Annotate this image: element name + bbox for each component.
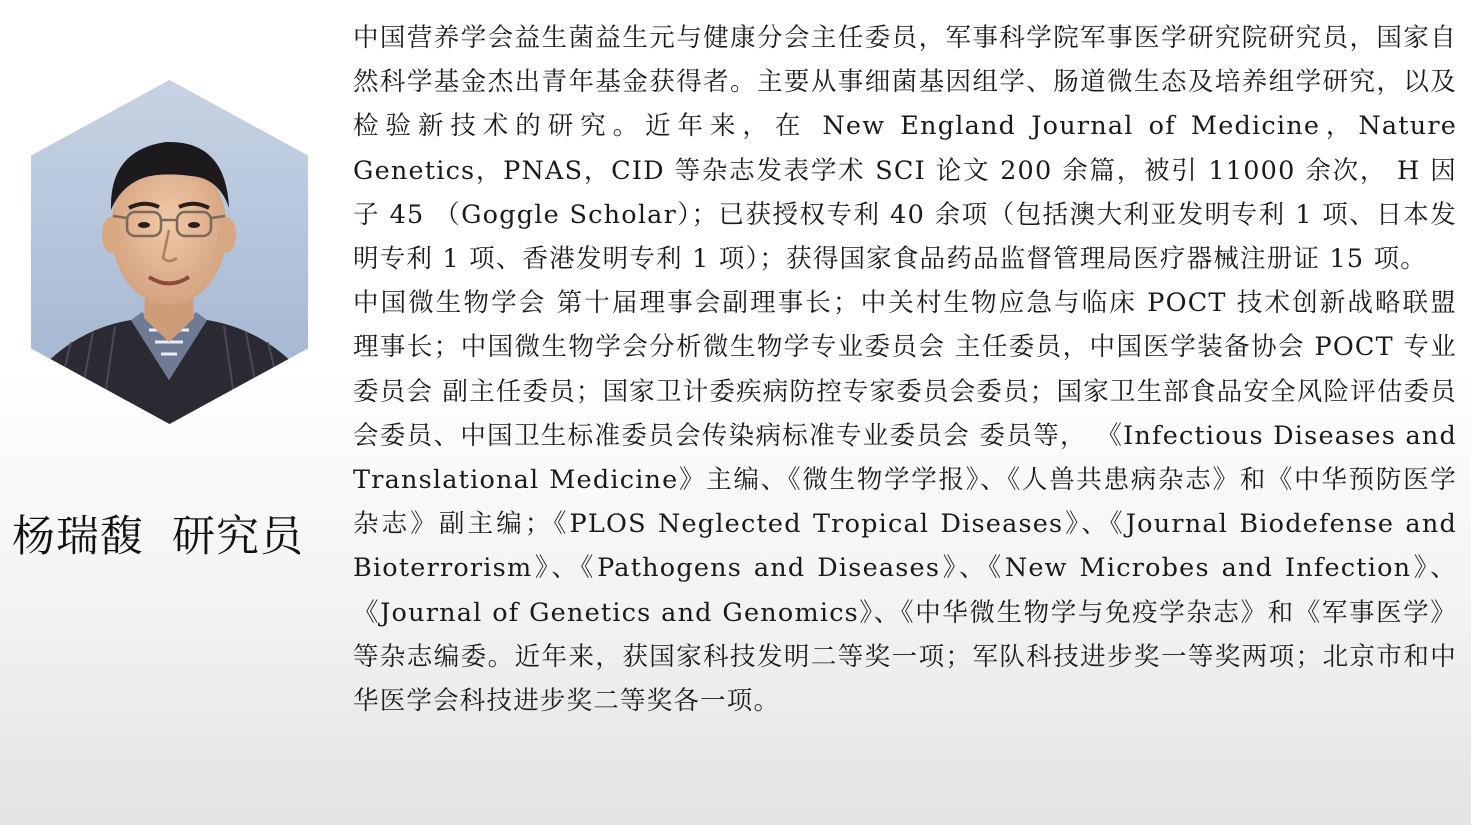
bio-paragraph-positions: 中国微生物学会 第十届理事会副理事长；中关村生物应急与临床 POCT 技术创新战略联盟 理事长；中国微生物学会分析微生物学专业委员会 主任委员，中国医学装备协会 POCT 专业委员会 副主任委员；国家卫计委疾病防控专家委员会委员；国家卫生部食品安全风险评估委员会委员、中国卫生标准委员会传染病标准专业委员会 委员等， 《Infectious Diseases and Translational Medicine》主编、《微生物学学报》、《人兽共患病杂志》和《中华预防医学杂志》副主编；《PLOS Neglected Tropical Diseases》、《Journal Biodefense and Bioterrorism》、《Pathogens and Diseases》、《New Microbes and Infection》、《Journal of Genetics and Genomics》、《中华微生物学与免疫学杂志》和《军事医学》等杂志编委。近年来，获国家科技发明二等奖一项；军队科技进步奖一等奖两项；北京市和中华医学会科技进步奖二等奖各一项。 bbox=[353, 288, 1458, 717]
portrait-icon bbox=[31, 80, 308, 424]
person-name: 杨瑞馥 bbox=[12, 512, 144, 562]
biography bbox=[353, 16, 1457, 723]
portrait-photo bbox=[31, 80, 308, 424]
bio-paragraph-research: 中国营养学会益生菌益生元与健康分会主任委员，军事科学院军事医学研究院研究员，国家自然科学基金杰出青年基金获得者。主要从事细菌基因组学、肠道微生态及培养组学研究，以及检验新技术的研究。近年来，在 New England Journal of Medicine，Nature Genetics，PNAS，CID 等杂志发表学术 SCI 论文 200 余篇，被引 11000 余次， H 因子 45 （Goggle Scholar）；已获授权专利 40 余项（包括澳大利亚发明专利 1 项、日本发明专利 1 项、香港发明专利 1 项）；获得国家食品药品监督管理局医疗器械注册证 15 项。 bbox=[353, 23, 1457, 275]
person-title: 研究员 bbox=[172, 512, 304, 562]
name-title bbox=[12, 508, 342, 566]
